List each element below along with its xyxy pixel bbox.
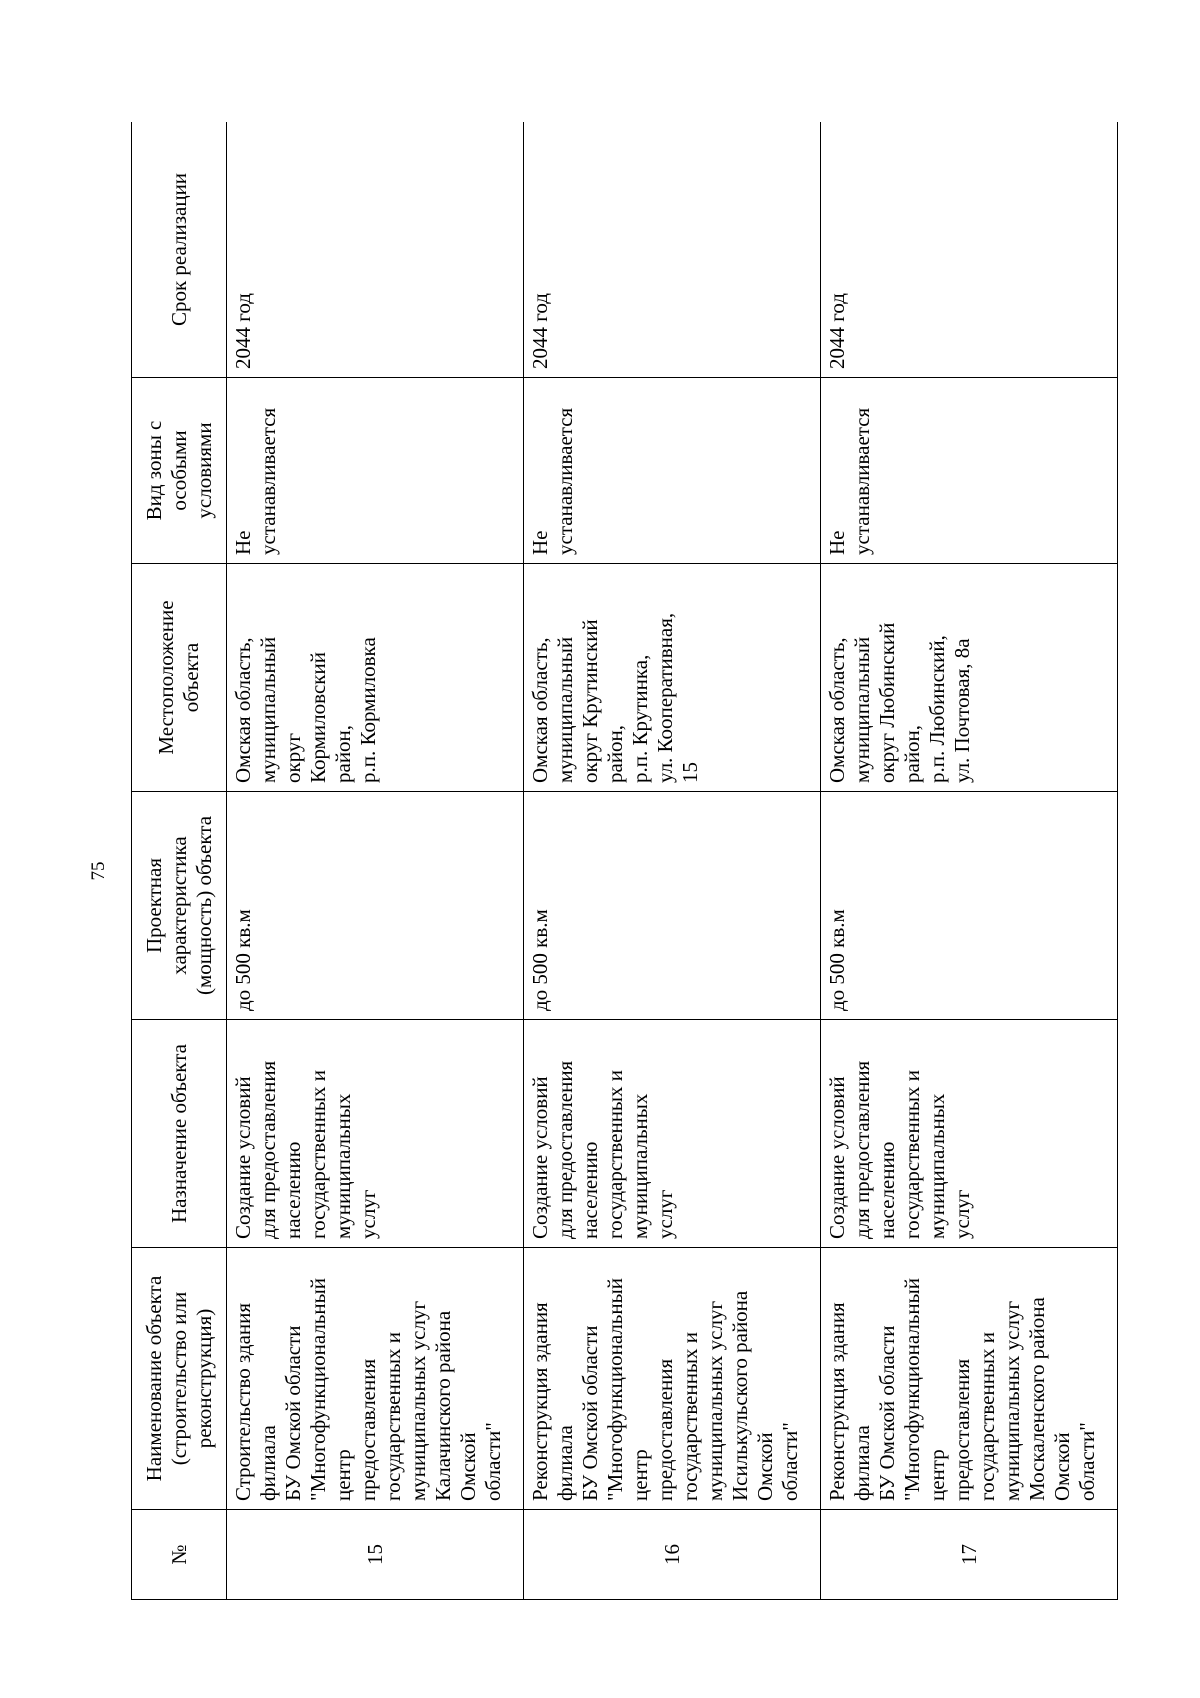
header-term: Срок реализации — [132, 122, 227, 378]
table-row — [524, 122, 821, 1600]
purpose-cell: Создание условий для предоставления населению государственных и муниципальных услуг — [821, 1020, 1118, 1248]
projects-table — [131, 122, 1118, 1600]
term-cell: 2044 год — [821, 122, 1118, 378]
table-container — [131, 122, 1118, 1600]
row-number: 17 — [821, 1510, 1118, 1600]
table-header-row — [132, 122, 227, 1600]
table-row — [821, 122, 1118, 1600]
object-name-cell: Строительство здания филиала БУ Омской области "Многофункциональный центр предоставления государственных и муниципальных услуг Калачинского района Омской области" — [227, 1248, 524, 1510]
zone-cell: Не устанавливается — [524, 378, 821, 564]
location-cell: Омская область, муниципальный округ Любинский район, р.п. Любинский, ул. Почтовая, 8а — [821, 564, 1118, 792]
purpose-cell: Создание условий для предоставления населению государственных и муниципальных услуг — [227, 1020, 524, 1248]
capacity-cell: до 500 кв.м — [524, 792, 821, 1020]
location-cell: Омская область, муниципальный округ Крутинский район, р.п. Крутинка, ул. Кооперативная, 15 — [524, 564, 821, 792]
capacity-cell: до 500 кв.м — [227, 792, 524, 1020]
purpose-cell: Создание условий для предоставления населению государственных и муниципальных услуг — [524, 1020, 821, 1248]
header-number: № — [132, 1510, 227, 1600]
object-name-cell: Реконструкция здания филиала БУ Омской области "Многофункциональный центр предоставления государственных и муниципальных услуг Москаленского района Омской области" — [821, 1248, 1118, 1510]
row-number: 16 — [524, 1510, 821, 1600]
table-row — [227, 122, 524, 1600]
location-cell: Омская область, муниципальный округ Кормиловский район, р.п. Кормиловка — [227, 564, 524, 792]
capacity-cell: до 500 кв.м — [821, 792, 1118, 1020]
header-purpose: Назначение объекта — [132, 1020, 227, 1248]
page-number: 75 — [88, 861, 109, 881]
zone-cell: Не устанавливается — [821, 378, 1118, 564]
header-object-name: Наименование объекта (строительство или реконструкция) — [132, 1248, 227, 1510]
row-number: 15 — [227, 1510, 524, 1600]
header-zone-type: Вид зоны с особыми условиями — [132, 378, 227, 564]
header-capacity: Проектная характеристика (мощность) объекта — [132, 792, 227, 1020]
term-cell: 2044 год — [524, 122, 821, 378]
term-cell: 2044 год — [227, 122, 524, 378]
zone-cell: Не устанавливается — [227, 378, 524, 564]
object-name-cell: Реконструкция здания филиала БУ Омской области "Многофункциональный центр предоставления государственных и муниципальных услуг Исилькульского района Омской области" — [524, 1248, 821, 1510]
header-location: Местоположение объекта — [132, 564, 227, 792]
